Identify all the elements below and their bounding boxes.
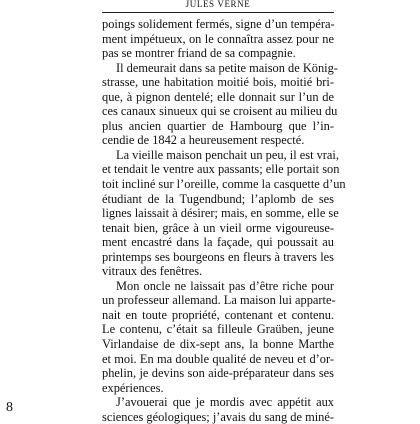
text-line: Virlandaise de dix-sept ans, la bonne Marthe (102, 337, 334, 352)
text-line: nait en toute propriété, contenant et contenu. (102, 307, 334, 322)
text-line: ment encastré dans la façade, qui poussait au (102, 235, 334, 250)
text-line: toit incliné sur l’oreille, comme la casquette d’un (102, 177, 346, 192)
text-line: vitraux des fenêtres. (102, 264, 203, 279)
text-line: plus ancien quartier de Hambourg que l’in- (102, 118, 334, 133)
text-line: poings solidement fermés, signe d’un tempéra- (102, 17, 335, 31)
text-line: J’avouerai que je mordis avec appétit aux (116, 395, 334, 410)
text-line: printemps ses bourgeons en fleurs à travers les (102, 249, 334, 264)
text-line: La vieille maison penchait un peu, il est vrai, (116, 147, 339, 162)
text-line: un professeur allemand. La maison lui apparte- (102, 293, 336, 308)
text-line: phelin, je devins son aide-préparateur dans ses (102, 366, 334, 381)
text-line: Il demeurait dans sa petite maison de König- (116, 60, 338, 75)
text-line: que, à pignon dentelé; elle donnait sur l’un de (102, 89, 334, 104)
text-line: Mon oncle ne laissait pas d’être riche pour (116, 278, 334, 293)
body-text (102, 17, 346, 424)
text-line: expériences. (102, 380, 164, 395)
text-line: sciences géologiques; j’avais du sang de miné- (102, 409, 334, 424)
text-line: tenait bien, grâce à un vieil orme vigoureuse- (102, 220, 334, 235)
text-line: cendie de 1842 a heureusement respecté. (102, 133, 305, 148)
text-line: Le contenu, c’était sa filleule Graüben, jeune (102, 322, 334, 337)
text-line: étudiant de la Tugendbund; l’aplomb de ses (102, 191, 334, 206)
running-head: JULES VERNE (102, 0, 334, 13)
text-line: pas se montrer friand de sa compagnie. (102, 46, 296, 61)
page-number: 8 (6, 400, 13, 415)
text-line: et tendait le ventre aux passants; elle portait son (102, 162, 340, 177)
text-line: ment impétueux, on le connaîtra assez pour ne (102, 31, 334, 46)
text-line: et moi. En ma double qualité de neveu et d’or- (102, 351, 334, 366)
text-line: lignes laissait à désirer; mais, en somme, elle se (102, 206, 339, 221)
text-line: ces canaux sinueux qui se croisent au milieu du (102, 104, 338, 119)
text-line: strasse, une habitation moitié bois, moitié bri- (102, 75, 334, 90)
